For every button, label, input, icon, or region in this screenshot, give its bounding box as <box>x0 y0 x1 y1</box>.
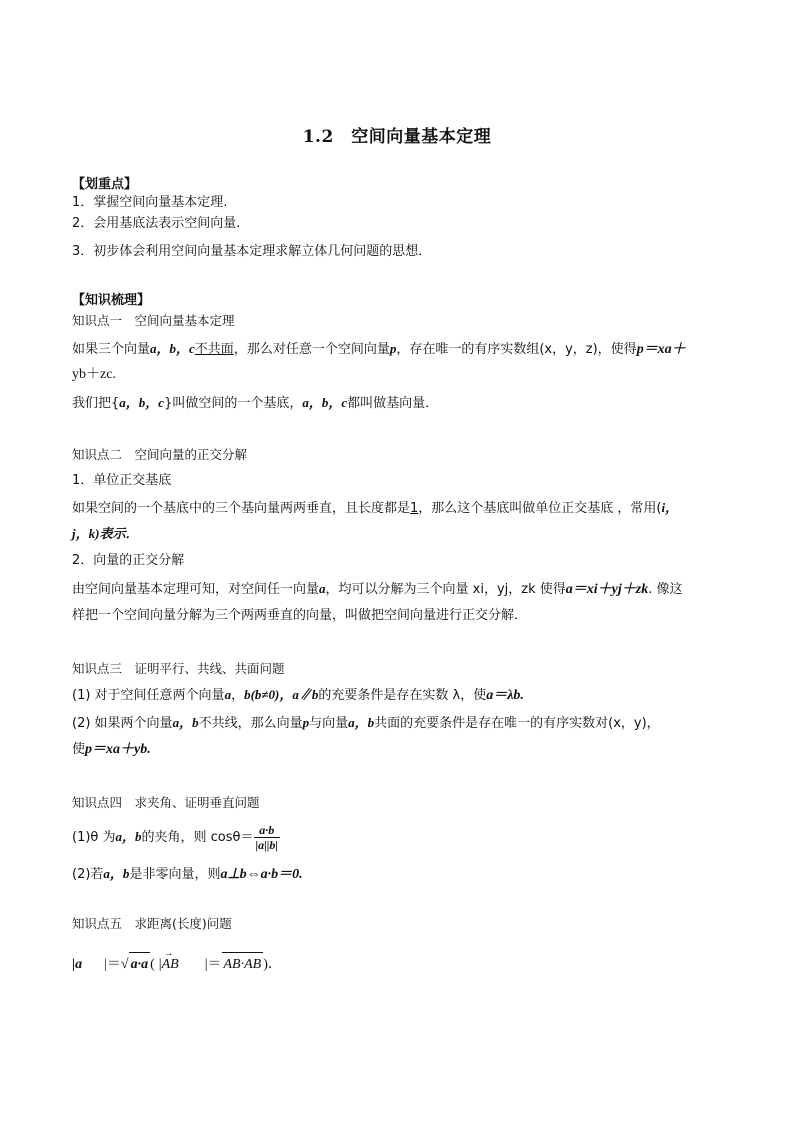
kp3-line1: (1) 对于空间任意两个向量a，b(b≠0)，a∥b的充要条件是存在实数 λ，使a＝λb. <box>72 687 524 703</box>
kp2-para1-line2: j，k)表示． <box>72 526 139 541</box>
kp2-para2-line2: 样把一个空间向量分解为三个两两垂直的向量，叫做把空间向量进行正交分解． <box>72 608 528 623</box>
page-title: 1.2 空间向量基本定理 <box>302 127 492 147</box>
kp4-line1: (1)θ 为a，b的夹角，则 cosθ＝ $\frac{a\cdot b}{|a||b|}$ <box>72 823 279 852</box>
kp4-line2: (2)若a，b是非零向量，则a⊥b⇔a·b＝0. <box>72 866 303 882</box>
kp2-para2-line1: 由空间向量基本定理可知，对空间任一向量a，均可以分解为三个向量 xi，yj，zk 使得a＝xi＋yj＋zk. 像这 <box>72 581 683 597</box>
kp1-line1: 如果三个向量a，b，c不共面，那么对任意一个空间向量p，存在唯一的有序实数组(x，y，z)，使得p＝xa＋ <box>72 341 686 357</box>
kp2-para1-line1: 如果空间的一个基底中的三个基向量两两垂直，且长度都是1，那么这个基底叫做单位正交基底 ，常用(i， <box>72 500 679 516</box>
key-point-2: 2．会用基底法表示空间向量. <box>72 216 241 231</box>
kp1-line3: 我们把{a，b，c}叫做空间的一个基底，a，b，c都叫做基向量． <box>72 395 439 411</box>
kp1-title: 知识点一 空间向量基本定理 <box>72 313 235 328</box>
kp1-line2: yb＋zc. <box>72 367 116 382</box>
kp5-formula: |a |＝√ a·a ( |→ AB |＝ AB·AB )． <box>72 952 282 977</box>
kp5-title: 知识点五 求距离(长度)问题 <box>72 916 232 931</box>
kp3-line3: 使p＝xa＋yb. <box>72 742 151 757</box>
kp4-title: 知识点四 求夹角、证明垂直问题 <box>72 795 260 810</box>
key-point-1: 1．掌握空间向量基本定理. <box>72 195 228 210</box>
kp2-sub2: 2．向量的正交分解 <box>72 553 185 568</box>
kp3-title: 知识点三 证明平行、共线、共面问题 <box>72 661 285 676</box>
knowledge-header: 【知识梳理】 <box>72 293 151 308</box>
key-point-3: 3．初步体会利用空间向量基本定理求解立体几何问题的思想． <box>72 244 432 259</box>
kp2-sub1: 1．单位正交基底 <box>72 473 172 488</box>
cos-fraction: $\frac{a\cdot b}{|a||b|}$ <box>255 823 279 852</box>
kp3-line2: (2) 如果两个向量a，b不共线，那么向量p与向量a，b共面的充要条件是存在唯一的有序实数对(x，y)， <box>72 715 660 731</box>
key-points-header: 【划重点】 <box>72 177 138 192</box>
kp2-title: 知识点二 空间向量的正交分解 <box>72 447 248 462</box>
